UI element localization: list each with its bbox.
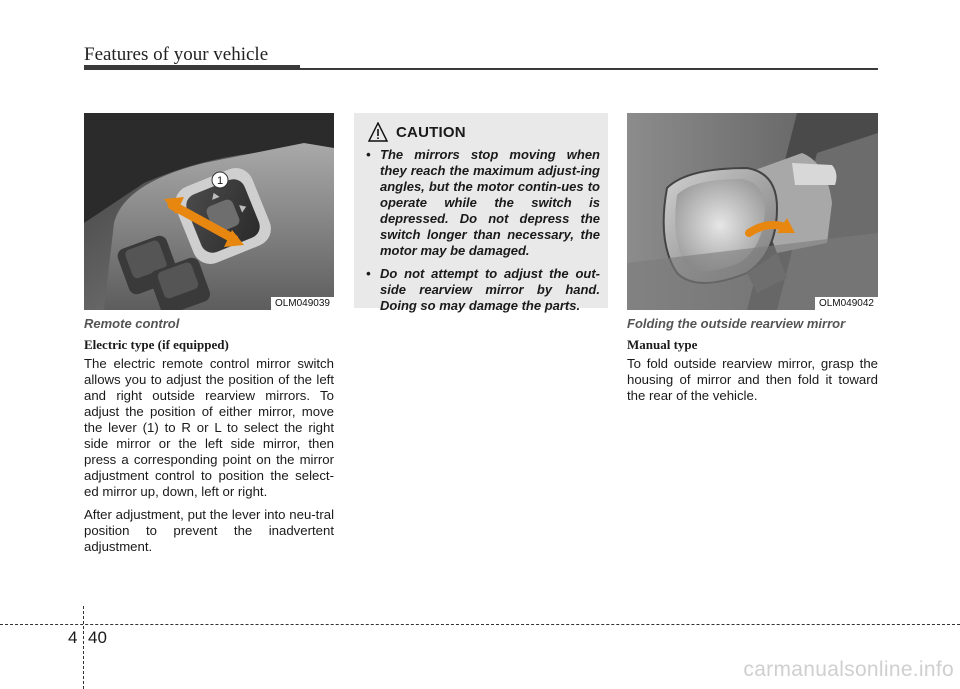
figure-label-left: OLM049039 [271, 297, 334, 310]
footer-divider [83, 606, 84, 689]
caution-header [368, 122, 466, 142]
footer-rule [0, 624, 960, 625]
caution-item: • Do not attempt to adjust the out-side rearview mirror by hand. Doing so may damage the parts. [366, 266, 600, 313]
bullet-icon: • [366, 147, 371, 162]
body-paragraph: To fold outside rearview mirror, grasp the housing of mirror and then fold it toward the rear of the vehicle. [627, 356, 878, 403]
section-heading: Manual type [627, 337, 698, 352]
header-rule-thick [84, 65, 300, 70]
section-heading: Electric type (if equipped) [84, 337, 229, 352]
body-paragraph: The electric remote control mirror switch allows you to adjust the position of the left and right outside rearview mirrors. To adjust the position of either mirror, move the lever (1) to R or L to select the right side mirror or the left side mirror, then press a corresponding point on the mirror adjustment control to position the select-ed mirror up, down, left or right. [84, 356, 334, 499]
body-paragraph: After adjustment, put the lever into neu-tral position to prevent the inadvertent adjustment. [84, 507, 334, 554]
figure-label-right: OLM049042 [815, 297, 878, 310]
section-subtitle: Folding the outside rearview mirror [627, 316, 846, 331]
caution-box [354, 113, 608, 313]
folding-mirror-section [627, 316, 878, 411]
outside-mirror-illustration [627, 113, 878, 310]
watermark-text: carmanualsonline.info [743, 658, 954, 681]
remote-control-section [84, 316, 334, 562]
lever-callout-number: 1 [216, 175, 224, 187]
bullet-icon: • [366, 266, 371, 281]
outside-mirror-photo [627, 113, 878, 310]
page-header-title: Features of your vehicle [84, 44, 269, 65]
warning-triangle-icon [368, 122, 388, 142]
chapter-number: 4 [68, 628, 78, 647]
section-subtitle: Remote control [84, 316, 180, 331]
page-number: 40 [88, 628, 107, 647]
mirror-switch-photo [84, 113, 334, 310]
caution-title: CAUTION [396, 123, 466, 141]
caution-item: • The mirrors stop moving when they reach the maximum adjust-ing angles, but the motor contin-ues to operate while the switch is depressed. Do not depress the switch longer than necessary, the motor may be damaged. [366, 147, 600, 258]
caution-list [366, 147, 600, 321]
mirror-switch-illustration [84, 113, 334, 310]
header-rule-thin [300, 68, 878, 70]
